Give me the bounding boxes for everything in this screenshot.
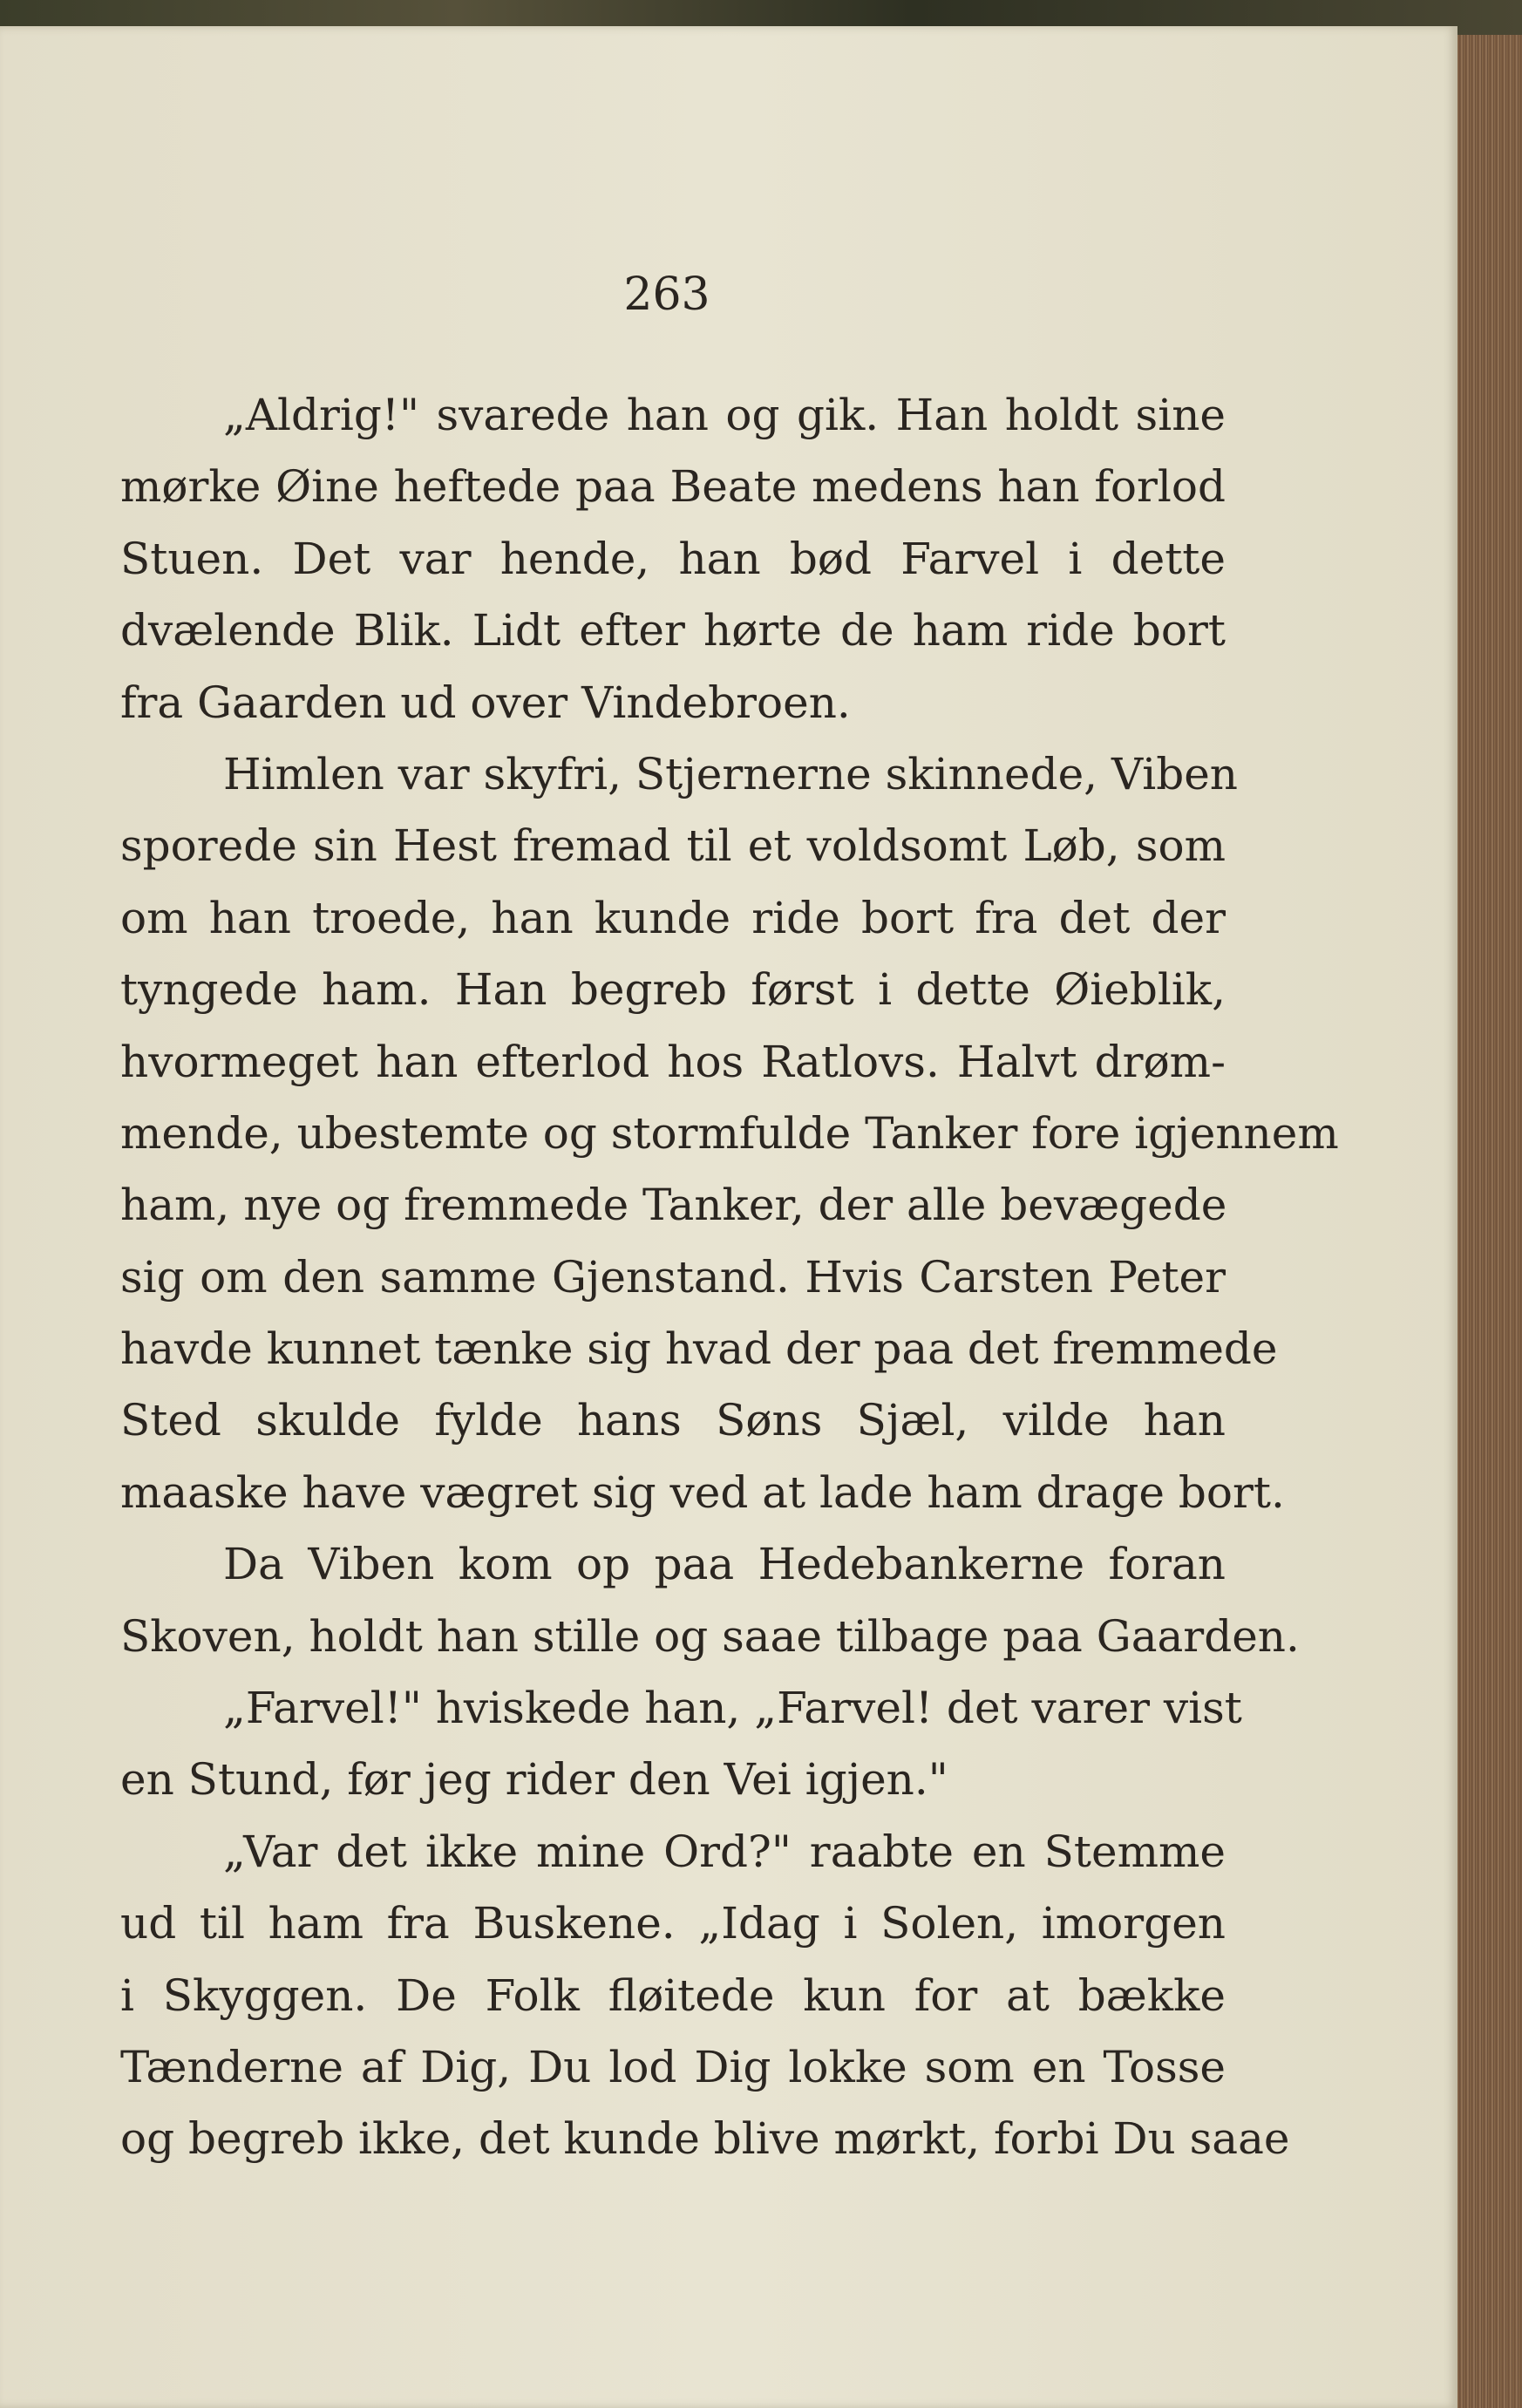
text-line: Sted skulde fylde hans Søns Sjæl, vilde han <box>120 1395 1226 1446</box>
text-line: Stuen. Det var hende, han bød Farvel i dette <box>120 533 1226 584</box>
text-line: og begreb ikke, det kunde blive mørkt, forbi Du saae <box>120 2113 1290 2165</box>
text-line: maaske have vægret sig ved at lade ham drage bort. <box>120 1466 1285 1518</box>
text-line: „Farvel!" hviskede han, „Farvel! det varer vist <box>223 1683 1242 1734</box>
page-number: 263 <box>623 269 710 321</box>
text-line: dvælende Blik. Lidt efter hørte de ham ride bort <box>120 605 1226 656</box>
book-page <box>0 26 1457 2408</box>
text-line: mørke Øine heftede paa Beate medens han forlod <box>120 461 1226 513</box>
text-line: i Skyggen. De Folk fløitede kun for at bække <box>120 1969 1226 2021</box>
body-text <box>120 379 1339 2175</box>
text-line: sporede sin Hest fremad til et voldsomt Løb, som <box>120 820 1226 872</box>
text-line: tyngede ham. Han begreb først i dette Øieblik, <box>120 964 1226 1016</box>
text-line: fra Gaarden ud over Vindebroen. <box>120 677 851 728</box>
text-line: Tænderne af Dig, Du lod Dig lokke som en Tosse <box>120 2041 1226 2092</box>
text-line: Skoven, holdt han stille og saae tilbage paa Gaarden. <box>120 1610 1300 1662</box>
text-line: Da Viben kom op paa Hedebankerne foran <box>223 1539 1226 1590</box>
text-line: hvormeget han efterlod hos Ratlovs. Halvt drøm- <box>120 1036 1226 1087</box>
text-line: sig om den samme Gjenstand. Hvis Carsten Peter <box>120 1251 1226 1303</box>
text-line: „Aldrig!" svarede han og gik. Han holdt sine <box>223 390 1226 440</box>
text-line: mende, ubestemte og stormfulde Tanker fore igjennem <box>120 1107 1339 1159</box>
text-line: havde kunnet tænke sig hvad der paa det fremmede <box>120 1323 1278 1375</box>
page-edges <box>1457 35 1522 2408</box>
text-line: „Var det ikke mine Ord?" raabte en Stemme <box>223 1826 1226 1877</box>
text-line: ud til ham fra Buskene. „Idag i Solen, imorgen <box>120 1898 1226 1949</box>
text-line: Himlen var skyfri, Stjernerne skinnede, Viben <box>223 748 1238 799</box>
text-line: en Stund, før jeg rider den Vei igjen." <box>120 1754 948 1806</box>
text-line: ham, nye og fremmede Tanker, der alle bevægede <box>120 1180 1227 1231</box>
text-line: om han troede, han kunde ride bort fra det der <box>120 892 1226 943</box>
